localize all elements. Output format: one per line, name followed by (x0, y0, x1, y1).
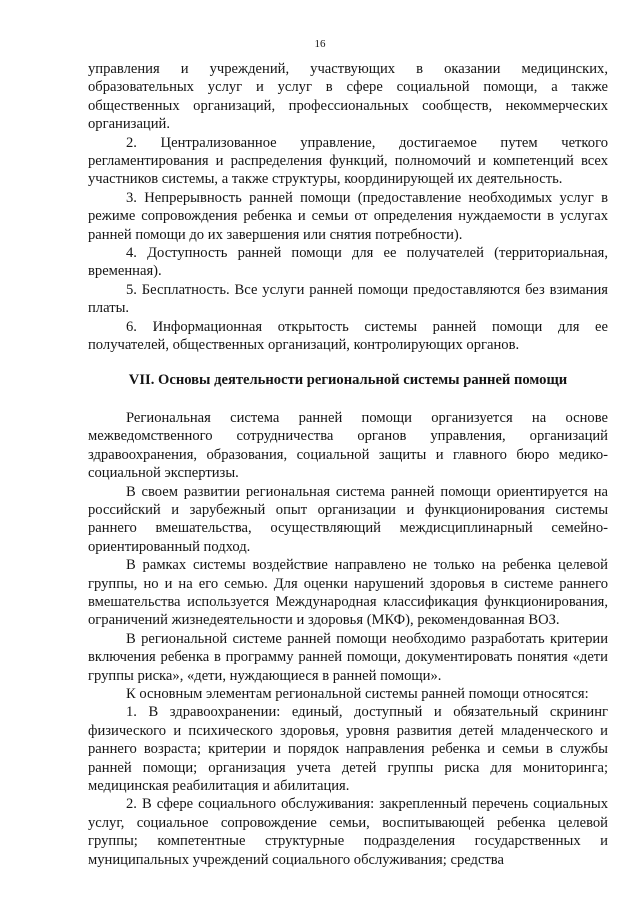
paragraph: 4. Доступность ранней помощи для ее получателей (территориальная, временная). (88, 245, 608, 280)
paragraph: В рамках системы воздействие направлено не только на ребенка целевой группы, но и на его семью. Для оценки нарушений здоровья в системе раннего вмешательства используется Международная классификация функционирования, ограничений жизнедеятельности и здоровья (МКФ), рекомендованная ВОЗ. (88, 557, 608, 629)
paragraph: Региональная система ранней помощи организуется на основе межведомственного сотрудничества органов управления, организаций здравоохранения, образования, социальной защиты и главного бюро медико-социальной экспертизы. (88, 409, 608, 482)
paragraph: В своем развитии региональная система ранней помощи ориентируется на российский и зарубежный опыт организации и функционирования системы раннего вмешательства, осуществляющий междисциплинарный семейно-ориентированный подход. (88, 483, 608, 555)
paragraph: 6. Информационная открытость системы ранней помощи для ее получателей, общественных организаций, контролирующих органов. (88, 318, 608, 354)
paragraph: 5. Бесплатность. Все услуги ранней помощи предоставляются без взимания платы. (88, 281, 608, 317)
paragraph: 2. Централизованное управление, достигаемое путем четкого регламентирования и распределения функций, полномочий и компетенций всех участников системы, а также структуры, координирующей их деятельность. (88, 134, 608, 188)
paragraph: 3. Непрерывность ранней помощи (предоставление необходимых услуг в режиме сопровождения ребенка и семьи от определения нуждаемости в услугах ранней помощи до их завершения или снятия потребности). (88, 189, 608, 243)
paragraph: В региональной системе ранней помощи необходимо разработать критерии включения ребенка в программу ранней помощи, документировать понятия «дети группы риска», «дети, нуждающиеся в ранней помощи». (88, 630, 608, 684)
page-number: 16 (314, 38, 326, 50)
paragraph: 1. В здравоохранении: единый, доступный и обязательный скрининг физического и психического здоровья, уровня развития детей младенческого и раннего возраста; критерии и порядок направления ребенка и семьи в службы ранней помощи; организация учета детей группы риска для мониторинга; медицинская реабилитация и абилитация. (88, 704, 608, 795)
paragraph: управления и учреждений, участвующих в оказании медицинских, образовательных услуг и услуг в сфере социальной помощи, а также общественных организаций, профессиональных сообществ, некоммерческих организаций. (88, 61, 608, 133)
document-body (88, 60, 608, 869)
section-heading: VII. Основы деятельности региональной системы ранней помощи (128, 371, 568, 388)
paragraph: К основным элементам региональной системы ранней помощи относятся: (126, 686, 589, 702)
paragraph: 2. В сфере социального обслуживания: закрепленный перечень социальных услуг, социальное сопровождение семьи, воспитывающей ребенка целевой группы; компетентные структурные подразделения государственных и муниципальных учреждений социального обслуживания; средства (88, 796, 608, 868)
